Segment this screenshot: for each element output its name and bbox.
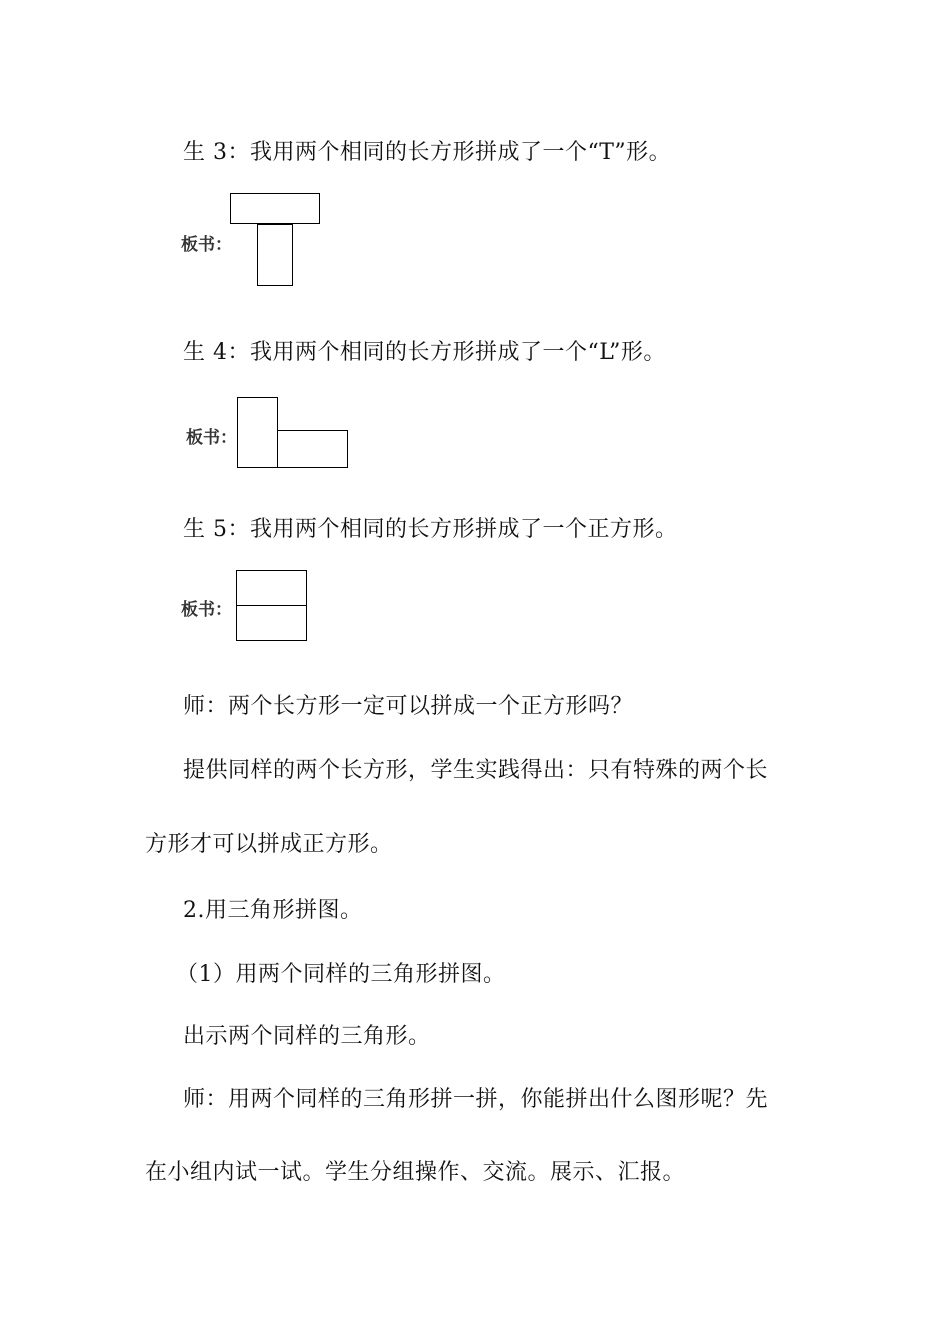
student3-statement: 生 3：我用两个相同的长方形拼成了一个“T”形。 bbox=[183, 140, 672, 165]
practice-paragraph-line1: 提供同样的两个长方形，学生实践得出：只有特殊的两个长 bbox=[183, 758, 769, 783]
student5-statement: 生 5：我用两个相同的长方形拼成了一个正方形。 bbox=[183, 517, 678, 542]
l-horizontal-rectangle bbox=[277, 430, 348, 468]
subsection-heading: （1）用两个同样的三角形拼图。 bbox=[176, 962, 506, 987]
t-stem-rectangle bbox=[257, 224, 293, 286]
t-top-rectangle bbox=[230, 193, 320, 224]
practice-paragraph-line2: 方形才可以拼成正方形。 bbox=[145, 832, 393, 857]
board-label: 板书： bbox=[181, 600, 232, 620]
square-divider bbox=[236, 605, 307, 606]
section-heading: 2.用三角形拼图。 bbox=[183, 898, 363, 923]
teacher-prompt-line2: 在小组内试一试。学生分组操作、交流。展示、汇报。 bbox=[145, 1160, 686, 1185]
show-triangles-line: 出示两个同样的三角形。 bbox=[183, 1024, 431, 1049]
student4-statement: 生 4：我用两个相同的长方形拼成了一个“L”形。 bbox=[183, 340, 666, 365]
board-label: 板书： bbox=[181, 235, 232, 255]
board-label: 板书： bbox=[186, 428, 237, 448]
l-vertical-rectangle bbox=[237, 397, 278, 468]
teacher-question: 师：两个长方形一定可以拼成一个正方形吗？ bbox=[183, 694, 634, 719]
teacher-prompt-line1: 师：用两个同样的三角形拼一拼，你能拼出什么图形呢？先 bbox=[183, 1087, 769, 1112]
